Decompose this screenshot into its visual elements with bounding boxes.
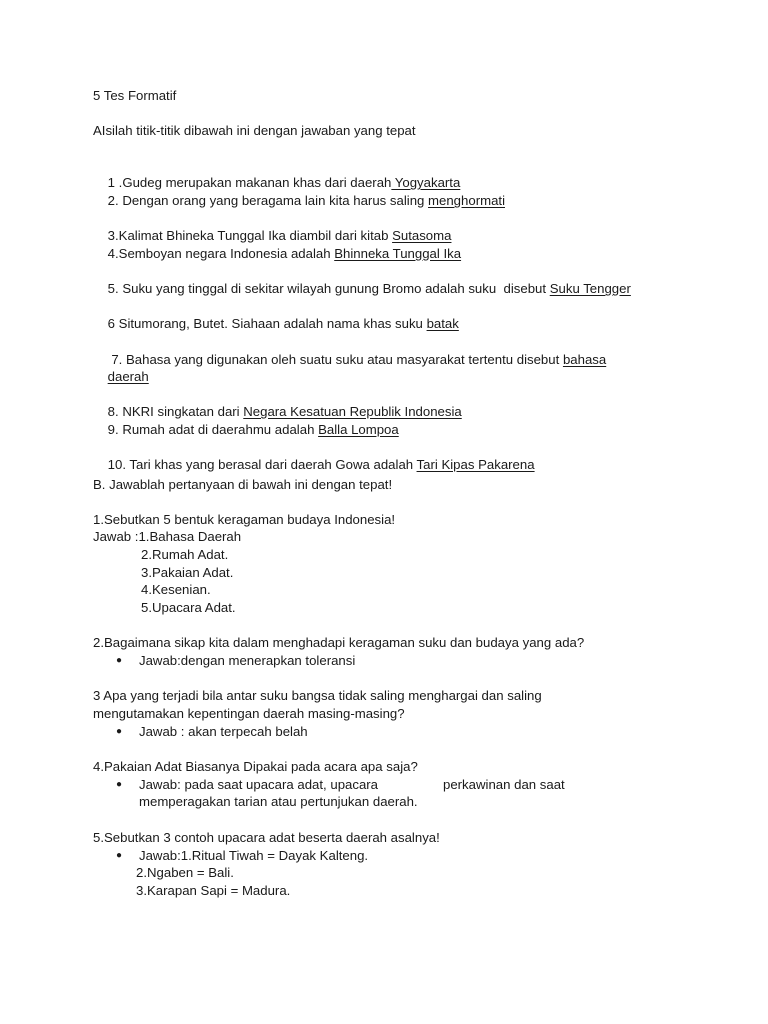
answer-text: daerah [107, 369, 149, 384]
question-text: 9. Rumah adat di daerahmu adalah [107, 422, 319, 437]
question-text: 8. NKRI singkatan dari [107, 404, 244, 419]
essay-answer-1-item: 3.Pakaian Adat. [141, 565, 234, 580]
essay-answer-4: Jawab: pada saat upacara adat, upacara [139, 777, 379, 792]
essay-answer-1-item: 4.Kesenian. [141, 582, 211, 597]
answer-text: Bhinneka Tunggal Ika [334, 246, 462, 261]
essay-answer-2: Jawab:dengan menerapkan toleransi [139, 653, 356, 668]
essay-answer-3: Jawab : akan terpecah belah [139, 724, 308, 739]
essay-answer-5-item: 3.Karapan Sapi = Madura. [136, 883, 291, 898]
essay-question-4: 4.Pakaian Adat Biasanya Dipakai pada acara apa saja? [93, 759, 418, 774]
answer-text: Balla Lompoa [318, 422, 399, 437]
section-a-instruction: AIsilah titik-titik dibawah ini dengan jawaban yang tepat [93, 123, 416, 138]
essay-answer-5: Jawab:1.Ritual Tiwah = Dayak Kalteng. [139, 848, 369, 863]
answer-text: Suku Tengger [549, 281, 631, 296]
question-text: 1 .Gudeg merupakan makanan khas dari daerah [107, 175, 392, 190]
question-text: 4.Semboyan negara Indonesia adalah [107, 246, 335, 261]
essay-question-5: 5.Sebutkan 3 contoh upacara adat beserta daerah asalnya! [93, 830, 440, 845]
answer-text: menghormati [428, 193, 505, 208]
question-text: 6 Situmorang, Butet. Siahaan adalah nama khas suku [107, 316, 427, 331]
answer-text: Sutasoma [392, 228, 452, 243]
answer-text: batak [426, 316, 459, 331]
answer-text: Tari Kipas Pakarena [416, 457, 535, 472]
essay-answer-1: Jawab :1.Bahasa Daerah [93, 529, 242, 544]
answer-text: Negara Kesatuan Republik Indonesia [243, 404, 462, 419]
question-7 [93, 334, 606, 385]
bullet-icon: ● [116, 726, 123, 737]
question-text: 2. Dengan orang yang beragama lain kita harus saling [107, 193, 429, 208]
essay-answer-4-part: perkawinan dan saat [443, 777, 565, 792]
question-text: 10. Tari khas yang berasal dari daerah Gowa adalah [107, 457, 417, 472]
bullet-icon: ● [116, 850, 123, 861]
essay-question-1: 1.Sebutkan 5 bentuk keragaman budaya Indonesia! [93, 512, 396, 527]
page-title: 5 Tes Formatif [93, 88, 177, 103]
essay-question-2: 2.Bagaimana sikap kita dalam menghadapi keragaman suku dan budaya yang ada? [93, 635, 585, 650]
answer-text: Yogyakarta [391, 175, 461, 190]
essay-answer-4-continued: memperagakan tarian atau pertunjukan daerah. [139, 794, 418, 809]
bullet-icon: ● [116, 655, 123, 666]
essay-answer-1-item: 2.Rumah Adat. [141, 547, 229, 562]
section-b-instruction: B. Jawablah pertanyaan di bawah ini dengan tepat! [93, 477, 393, 492]
question-text: 7. Bahasa yang digunakan oleh suatu suku atau masyarakat tertentu disebut [107, 352, 563, 367]
bullet-icon: ● [116, 779, 123, 790]
essay-answer-1-item: 5.Upacara Adat. [141, 600, 236, 615]
answer-text: bahasa [562, 352, 607, 367]
essay-question-3-continued: mengutamakan kepentingan daerah masing-masing? [93, 706, 405, 721]
question-text: 3.Kalimat Bhineka Tunggal Ika diambil dari kitab [107, 228, 393, 243]
question-text: 5. Suku yang tinggal di sekitar wilayah gunung Bromo adalah suku disebut [107, 281, 550, 296]
essay-answer-5-item: 2.Ngaben = Bali. [136, 865, 234, 880]
essay-question-3: 3 Apa yang terjadi bila antar suku bangsa tidak saling menghargai dan saling [93, 688, 542, 703]
